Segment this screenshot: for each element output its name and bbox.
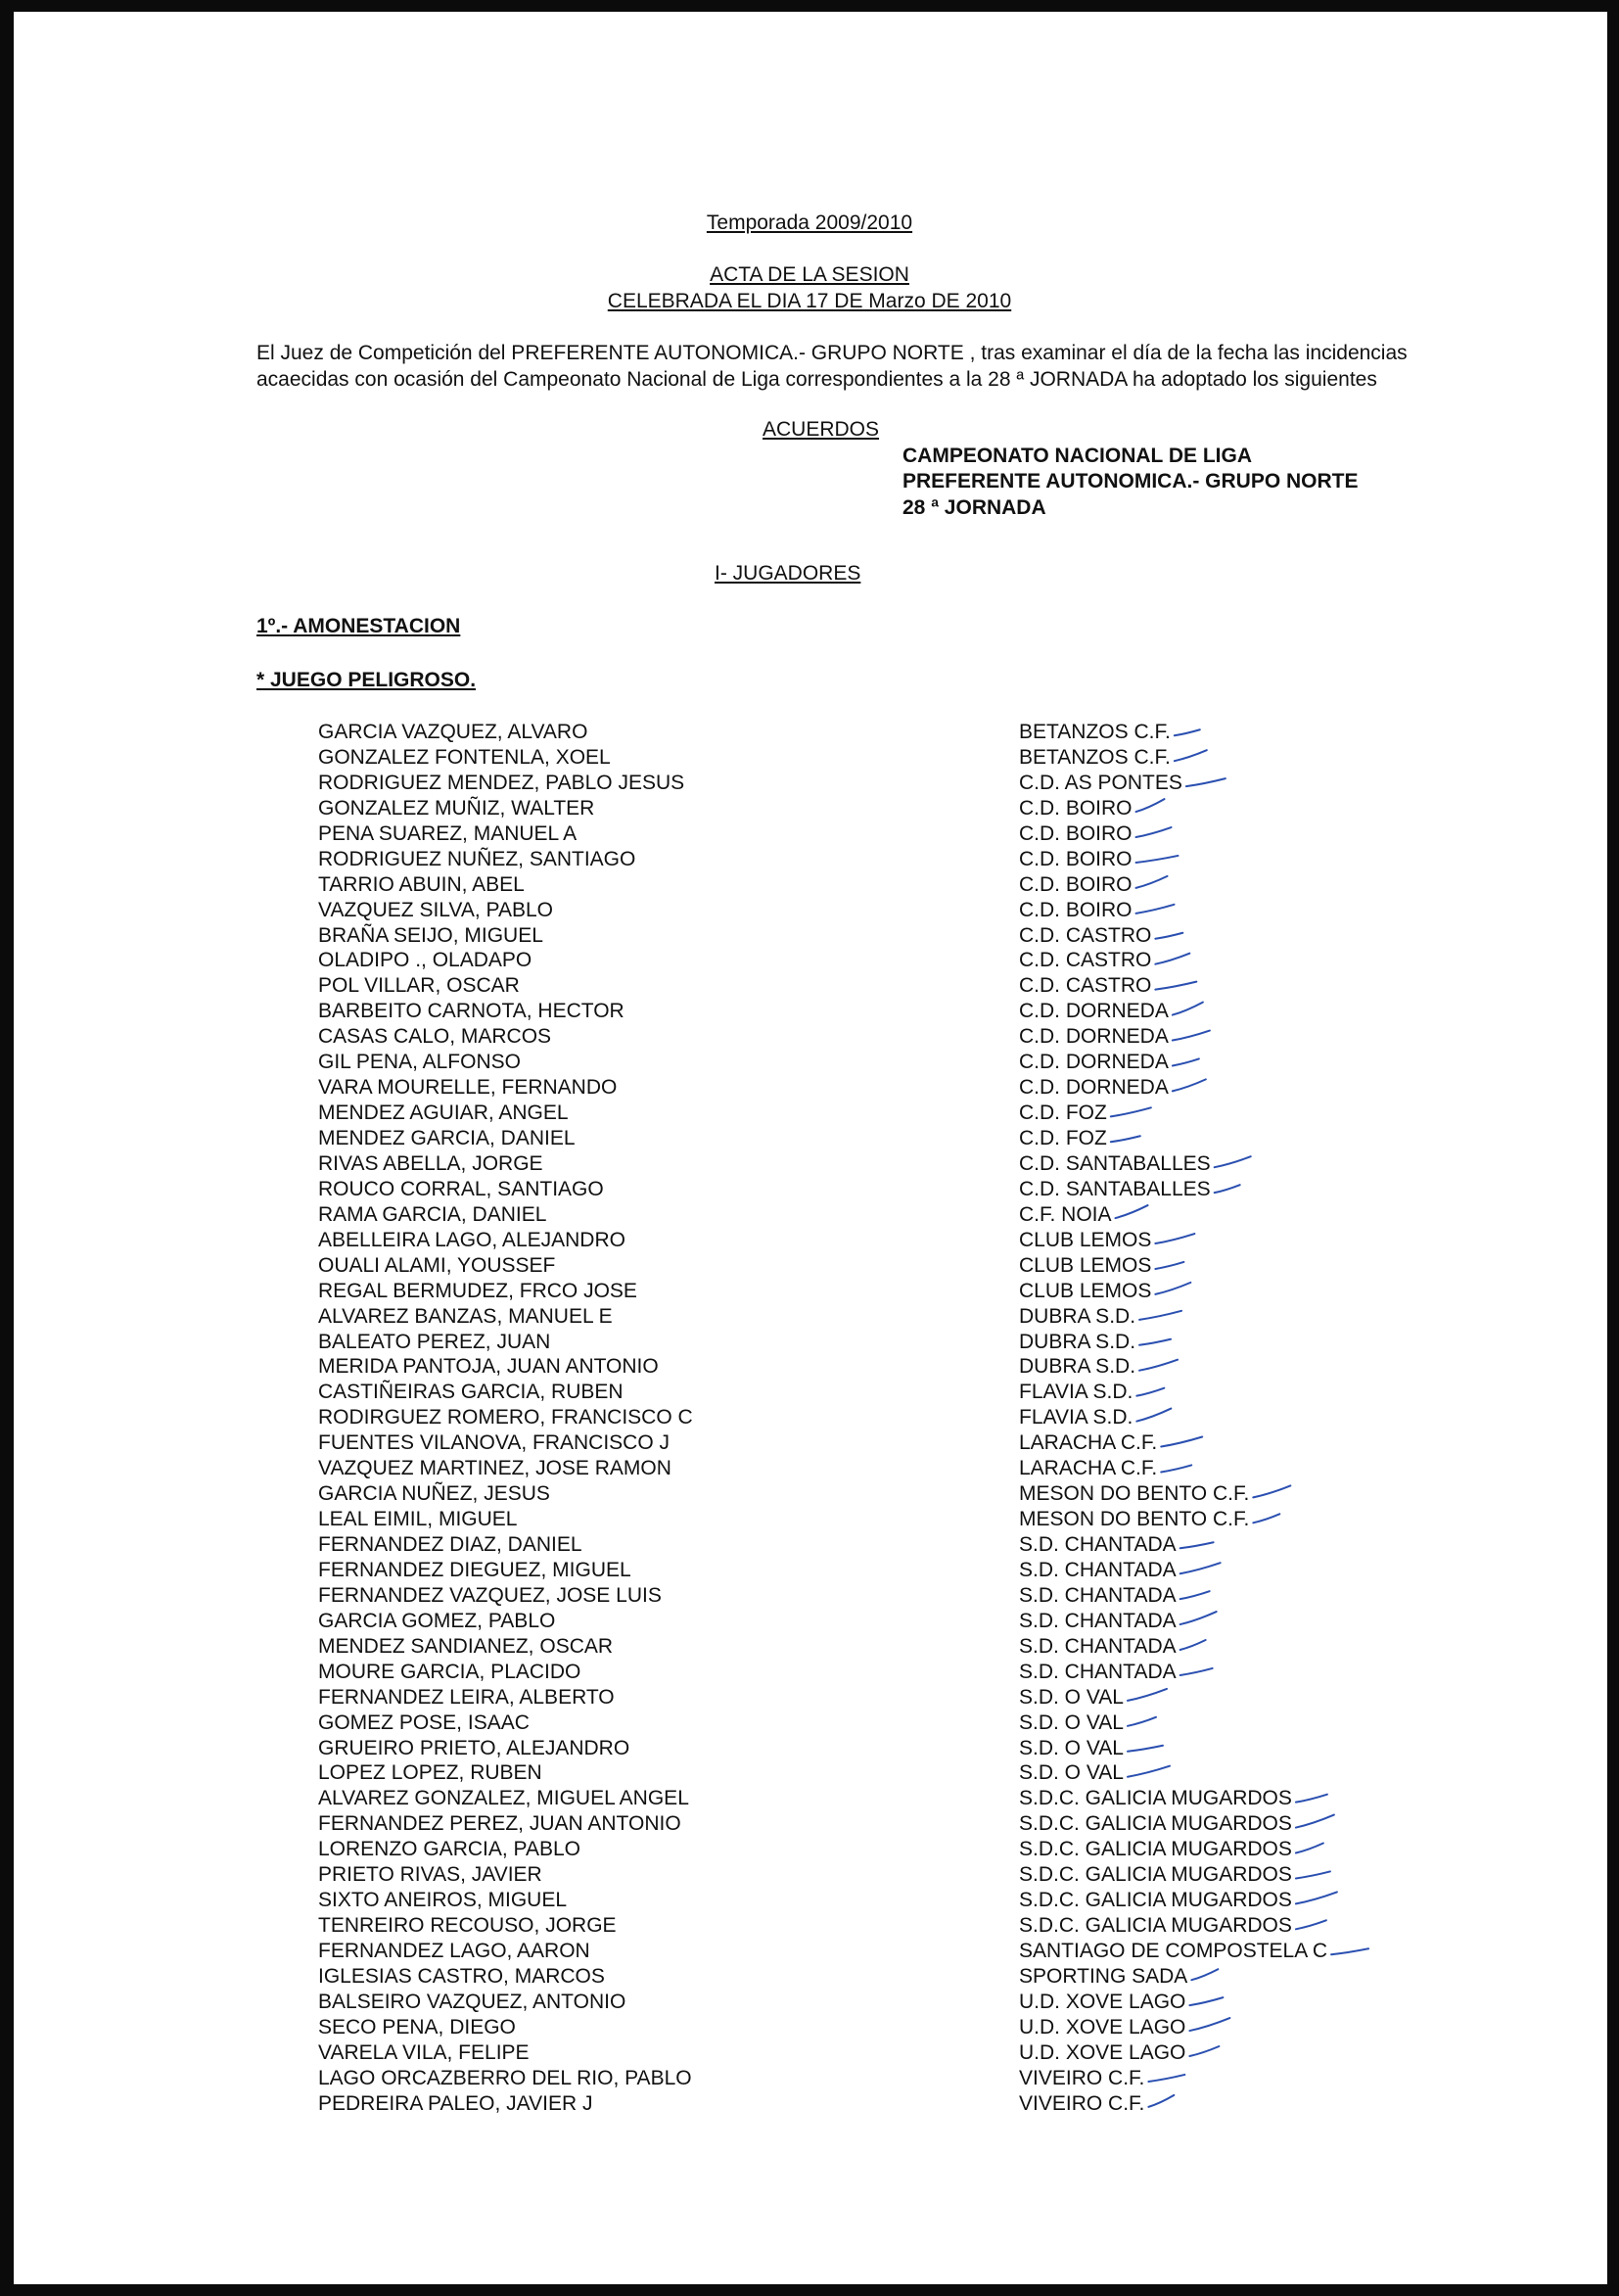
player-team: LARACHA C.F. [1019, 1431, 1158, 1455]
player-name: FERNANDEZ LAGO, AARON [318, 1940, 590, 1962]
player-team: BETANZOS C.F. [1019, 745, 1171, 769]
player-team: S.D. O VAL [1019, 1761, 1124, 1785]
player-team: BETANZOS C.F. [1019, 721, 1171, 743]
player-name: TARRIO ABUIN, ABEL [318, 872, 525, 896]
player-team: S.D. O VAL [1019, 1710, 1124, 1734]
player-name: RIVAS ABELLA, JORGE [318, 1151, 543, 1175]
player-team: DUBRA S.D. [1019, 1330, 1136, 1353]
player-name: VAZQUEZ SILVA, PABLO [318, 898, 554, 921]
player-name: BRAÑA SEIJO, MIGUEL [318, 923, 543, 947]
player-team: C.D. CASTRO [1019, 923, 1152, 947]
section-title: I- JUGADORES [715, 562, 861, 585]
player-name: OUALI ALAMI, YOUSSEF [318, 1253, 556, 1277]
player-name: MOURE GARCIA, PLACIDO [318, 1660, 581, 1683]
player-name: GONZALEZ FONTENLA, XOEL [318, 745, 611, 769]
player-name: PRIETO RIVAS, JAVIER [318, 1863, 542, 1887]
player-name: SECO PENA, DIEGO [318, 2015, 516, 2038]
season-title: Temporada 2009/2010 [706, 211, 913, 234]
player-team: S.D.C. GALICIA MUGARDOS [1019, 1787, 1292, 1810]
player-name: MENDEZ AGUIAR, ANGEL [318, 1101, 569, 1125]
category-title: * JUEGO PELIGROSO. [256, 669, 477, 691]
player-team: S.D.C. GALICIA MUGARDOS [1019, 1838, 1292, 1861]
player-row [0, 1024, 1619, 1050]
player-name: MENDEZ GARCIA, DANIEL [318, 1127, 576, 1149]
player-name: GARCIA GOMEZ, PABLO [318, 1609, 556, 1632]
player-team: S.D. CHANTADA [1019, 1660, 1177, 1683]
player-team: S.D. CHANTADA [1019, 1533, 1177, 1556]
player-team: DUBRA S.D. [1019, 1355, 1136, 1379]
player-name: CASTIÑEIRAS GARCIA, RUBEN [318, 1381, 624, 1404]
player-name: TENREIRO RECOUSO, JORGE [318, 1914, 617, 1938]
player-team: S.D. CHANTADA [1019, 1634, 1177, 1658]
player-row [0, 1177, 1619, 1202]
player-name: IGLESIAS CASTRO, MARCOS [318, 1964, 605, 1988]
player-name: FERNANDEZ DIAZ, DANIEL [318, 1533, 582, 1556]
player-row [0, 923, 1619, 949]
player-name: ABELLEIRA LAGO, ALEJANDRO [318, 1228, 625, 1251]
player-team: S.D.C. GALICIA MUGARDOS [1019, 1812, 1292, 1836]
player-team: C.D. DORNEDA [1019, 1051, 1169, 1074]
player-row [0, 1990, 1619, 2015]
player-name: RAMA GARCIA, DANIEL [318, 1202, 547, 1226]
player-team: VIVEIRO C.F. [1019, 2091, 1145, 2115]
player-row [0, 1913, 1619, 1939]
player-name: REGAL BERMUDEZ, FRCO JOSE [318, 1279, 637, 1302]
player-name: SIXTO ANEIROS, MIGUEL [318, 1889, 568, 1912]
players-list [0, 720, 1619, 2117]
player-row [0, 1939, 1619, 1964]
player-row [0, 1888, 1619, 1913]
player-row [0, 1405, 1619, 1430]
player-name: VAZQUEZ MARTINEZ, JOSE RAMON [318, 1457, 671, 1480]
player-team: U.D. XOVE LAGO [1019, 2015, 1186, 2038]
player-row [0, 1532, 1619, 1558]
player-team: C.D. CASTRO [1019, 974, 1152, 998]
player-team: S.D. O VAL [1019, 1736, 1124, 1759]
player-row [0, 1811, 1619, 1837]
player-row [0, 1151, 1619, 1177]
player-name: FERNANDEZ LEIRA, ALBERTO [318, 1685, 615, 1709]
acta-date: CELEBRADA EL DIA 17 DE Marzo DE 2010 [607, 290, 1012, 312]
player-row [0, 1685, 1619, 1710]
player-team: C.D. SANTABALLES [1019, 1151, 1211, 1175]
competition-line-1: CAMPEONATO NACIONAL DE LIGA [902, 445, 1253, 467]
acuerdos-heading: ACUERDOS [763, 418, 880, 441]
player-team: C.D. BOIRO [1019, 821, 1133, 845]
player-name: BALEATO PEREZ, JUAN [318, 1330, 551, 1353]
player-row [0, 948, 1619, 973]
player-name: FERNANDEZ DIEGUEZ, MIGUEL [318, 1558, 631, 1581]
player-team: FLAVIA S.D. [1019, 1381, 1133, 1404]
player-team: FLAVIA S.D. [1019, 1406, 1133, 1429]
player-name: VARA MOURELLE, FERNANDO [318, 1076, 618, 1100]
player-name: GONZALEZ MUÑIZ, WALTER [318, 796, 595, 820]
player-row [0, 745, 1619, 771]
player-row [0, 872, 1619, 898]
player-row [0, 1837, 1619, 1862]
player-name: RODRIGUEZ NUÑEZ, SANTIAGO [318, 847, 636, 870]
player-row [0, 1964, 1619, 1990]
player-row [0, 771, 1619, 796]
player-team: C.D. DORNEDA [1019, 1025, 1169, 1049]
player-name: GRUEIRO PRIETO, ALEJANDRO [318, 1736, 630, 1759]
player-name: LEAL EIMIL, MIGUEL [318, 1508, 518, 1531]
player-row [0, 2066, 1619, 2091]
player-row [0, 1050, 1619, 1075]
player-team: C.D. DORNEDA [1019, 1076, 1169, 1100]
player-row [0, 847, 1619, 872]
player-team: S.D. CHANTADA [1019, 1609, 1177, 1632]
player-row [0, 1660, 1619, 1685]
player-row [0, 1507, 1619, 1532]
player-team: C.D. FOZ [1019, 1101, 1107, 1125]
player-team: VIVEIRO C.F. [1019, 2066, 1145, 2089]
player-row [0, 1304, 1619, 1330]
player-name: LORENZO GARCIA, PABLO [318, 1838, 581, 1861]
player-row [0, 796, 1619, 821]
player-name: LAGO ORCAZBERRO DEL RIO, PABLO [318, 2066, 692, 2089]
player-team: CLUB LEMOS [1019, 1253, 1152, 1277]
player-name: RODRIGUEZ MENDEZ, PABLO JESUS [318, 771, 685, 794]
player-team: C.D. BOIRO [1019, 898, 1133, 921]
player-row [0, 720, 1619, 745]
player-name: POL VILLAR, OSCAR [318, 974, 520, 998]
player-name: GIL PENA, ALFONSO [318, 1051, 521, 1074]
player-team: S.D.C. GALICIA MUGARDOS [1019, 1863, 1292, 1887]
player-team: S.D. CHANTADA [1019, 1583, 1177, 1607]
player-team: C.D. CASTRO [1019, 949, 1152, 972]
player-name: MENDEZ SANDIANEZ, OSCAR [318, 1634, 614, 1658]
player-team: DUBRA S.D. [1019, 1304, 1136, 1328]
player-name: PENA SUAREZ, MANUEL A [318, 821, 578, 845]
player-row [0, 821, 1619, 847]
player-row [0, 1609, 1619, 1634]
player-row [0, 1380, 1619, 1405]
player-row [0, 1786, 1619, 1811]
subsection-title: 1º.- AMONESTACION [256, 615, 461, 637]
player-name: MERIDA PANTOJA, JUAN ANTONIO [318, 1355, 659, 1379]
player-team: S.D. O VAL [1019, 1685, 1124, 1709]
player-name: GOMEZ POSE, ISAAC [318, 1710, 530, 1734]
player-row [0, 2040, 1619, 2066]
player-team: C.D. BOIRO [1019, 872, 1133, 896]
player-row [0, 1202, 1619, 1228]
player-row [0, 1760, 1619, 1786]
player-row [0, 1583, 1619, 1609]
player-row [0, 1126, 1619, 1151]
player-row [0, 1736, 1619, 1761]
player-team: CLUB LEMOS [1019, 1279, 1152, 1302]
acta-title: ACTA DE LA SESION [710, 263, 909, 286]
player-row [0, 1279, 1619, 1304]
player-team: C.D. DORNEDA [1019, 1000, 1169, 1023]
player-row [0, 1075, 1619, 1101]
player-name: FERNANDEZ PEREZ, JUAN ANTONIO [318, 1812, 681, 1836]
player-name: PEDREIRA PALEO, JAVIER J [318, 2091, 593, 2115]
player-name: FUENTES VILANOVA, FRANCISCO J [318, 1431, 670, 1455]
player-team: U.D. XOVE LAGO [1019, 2040, 1186, 2064]
player-row [0, 1430, 1619, 1456]
player-row [0, 2015, 1619, 2040]
player-name: BALSEIRO VAZQUEZ, ANTONIO [318, 1990, 626, 2013]
player-row [0, 1101, 1619, 1126]
player-team: U.D. XOVE LAGO [1019, 1990, 1186, 2013]
player-name: FERNANDEZ VAZQUEZ, JOSE LUIS [318, 1583, 662, 1607]
player-team: S.D.C. GALICIA MUGARDOS [1019, 1914, 1292, 1938]
player-team: LARACHA C.F. [1019, 1457, 1158, 1480]
player-row [0, 1558, 1619, 1583]
player-row [0, 1253, 1619, 1279]
player-row [0, 2091, 1619, 2117]
player-name: RODIRGUEZ ROMERO, FRANCISCO C [318, 1406, 693, 1429]
player-team: S.D. CHANTADA [1019, 1558, 1177, 1581]
player-row [0, 999, 1619, 1024]
player-row [0, 898, 1619, 923]
player-team: S.D.C. GALICIA MUGARDOS [1019, 1889, 1292, 1912]
player-name: GARCIA NUÑEZ, JESUS [318, 1482, 550, 1506]
player-row [0, 1481, 1619, 1507]
player-row [0, 1862, 1619, 1888]
player-team: SANTIAGO DE COMPOSTELA C [1019, 1940, 1328, 1962]
player-team: SPORTING SADA [1019, 1964, 1188, 1988]
player-row [0, 1354, 1619, 1380]
player-team: C.D. SANTABALLES [1019, 1177, 1211, 1200]
player-team: C.D. AS PONTES [1019, 771, 1182, 794]
player-row [0, 1228, 1619, 1253]
player-row [0, 973, 1619, 999]
player-team: C.D. BOIRO [1019, 796, 1133, 820]
player-row [0, 1330, 1619, 1355]
player-name: GARCIA VAZQUEZ, ALVARO [318, 721, 588, 743]
player-team: C.D. BOIRO [1019, 847, 1133, 870]
player-team: C.D. FOZ [1019, 1127, 1107, 1149]
player-name: ROUCO CORRAL, SANTIAGO [318, 1177, 604, 1200]
player-row [0, 1456, 1619, 1481]
player-name: VARELA VILA, FELIPE [318, 2040, 530, 2064]
player-row [0, 1634, 1619, 1660]
player-name: ALVAREZ GONZALEZ, MIGUEL ANGEL [318, 1787, 689, 1810]
competition-line-2: PREFERENTE AUTONOMICA.- GRUPO NORTE [902, 470, 1359, 492]
player-name: CASAS CALO, MARCOS [318, 1025, 552, 1049]
player-name: OLADIPO ., OLADAPO [318, 949, 532, 972]
player-row [0, 1710, 1619, 1736]
player-team: C.F. NOIA [1019, 1202, 1112, 1226]
player-name: LOPEZ LOPEZ, RUBEN [318, 1761, 542, 1785]
player-name: ALVAREZ BANZAS, MANUEL E [318, 1304, 613, 1328]
competition-line-3: 28 ª JORNADA [902, 496, 1046, 519]
intro-paragraph: El Juez de Competición del PREFERENTE AUTONOMICA.- GRUPO NORTE , tras examinar el día de la fecha las incidencias acaecidas con ocasión del Campeonato Nacional de Liga correspondientes a la 28 ª JORNADA ha adoptado los siguientes [256, 342, 1408, 391]
player-team: MESON DO BENTO C.F. [1019, 1482, 1250, 1506]
player-name: BARBEITO CARNOTA, HECTOR [318, 1000, 624, 1023]
player-team: CLUB LEMOS [1019, 1228, 1152, 1251]
player-team: MESON DO BENTO C.F. [1019, 1508, 1250, 1531]
